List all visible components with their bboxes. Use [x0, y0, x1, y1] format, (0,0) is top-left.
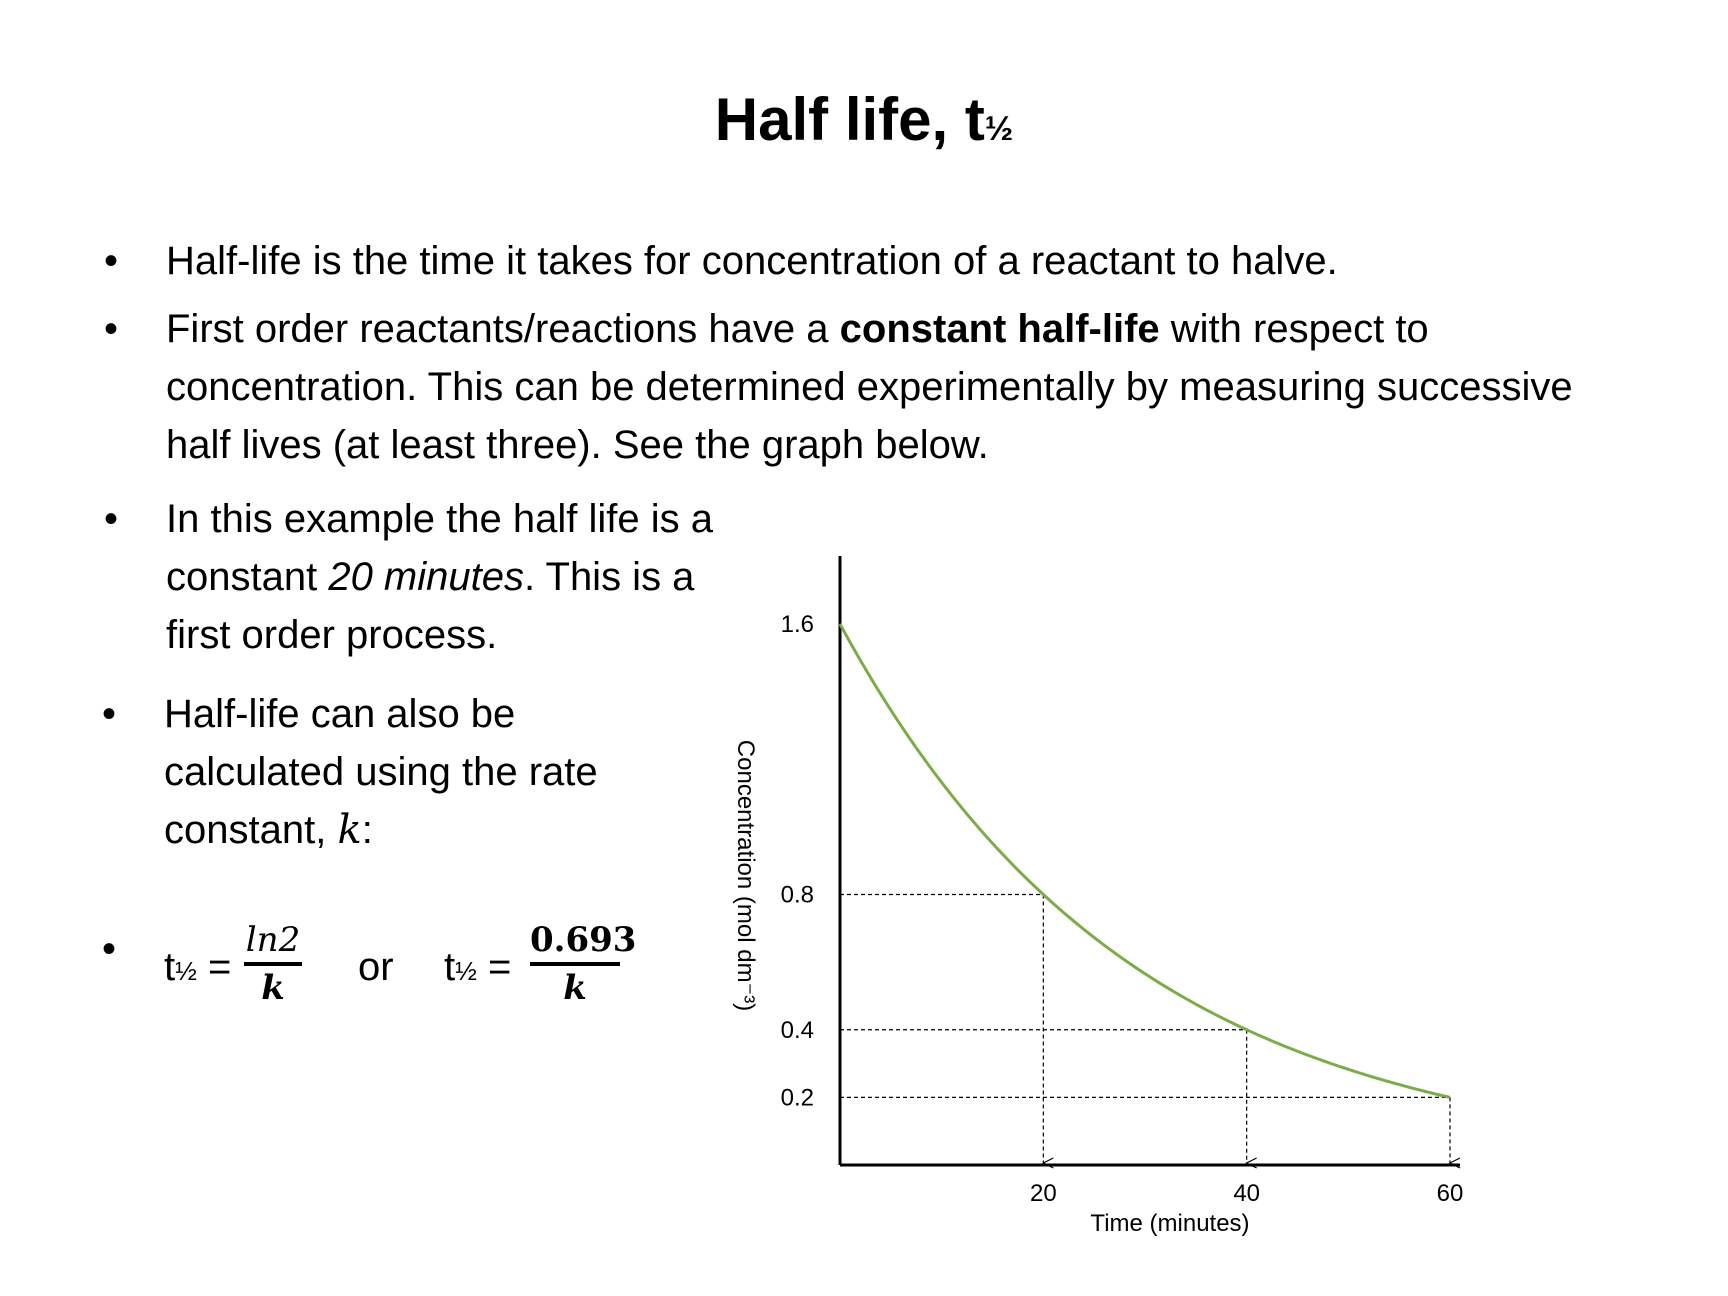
bullet-text-post: with respect to concentration. This can be determined experimentally by measuring successive half lives (at least three). See the graph below.	[166, 307, 1573, 467]
half-life-chart	[700, 540, 1600, 1240]
formula-lhs-1: t½ =	[164, 945, 232, 989]
formula-lhs-2: t½ =	[444, 945, 512, 989]
bullet-definition	[104, 232, 1666, 290]
fraction-denominator: k	[261, 968, 285, 1008]
bullet-text-pre: First order reactants/reactions have a	[166, 307, 840, 351]
reference-lines	[840, 895, 1450, 1164]
bullet-text-bold: constant half-life	[839, 307, 1160, 351]
bullet-first-order	[104, 300, 1646, 474]
bullet-dot: •	[104, 307, 119, 351]
rate-constant-symbol: k	[337, 807, 362, 853]
x-axis-label: Time (minutes)	[1090, 1210, 1250, 1237]
bullet-formula	[102, 920, 684, 1020]
bullet-text-pre: Half-life can also be calculated using the rate constant,	[164, 692, 598, 852]
x-tick-label: 60	[1436, 1180, 1464, 1207]
fraction-bar	[530, 962, 620, 966]
bullet-text: Half-life is the time it takes for concentration of a reactant to halve.	[166, 239, 1338, 283]
fraction-denominator: k	[563, 968, 587, 1008]
bullet-text-pre: In this example the half life is a constant	[166, 497, 713, 599]
bullet-text-italic: 20 minutes	[328, 555, 524, 599]
bullet-example	[104, 490, 766, 664]
x-tick-label: 20	[1029, 1180, 1057, 1207]
x-tick-label: 40	[1233, 1180, 1261, 1207]
bullet-text-post: . This is a first order process.	[166, 555, 695, 657]
bullet-dot: •	[104, 497, 119, 541]
fraction-0693-over-k	[530, 920, 637, 1008]
concentration-curve	[840, 624, 1450, 1097]
fraction-bar	[244, 962, 302, 966]
bullet-dot: •	[102, 692, 117, 736]
y-tick-label: 0.8	[780, 881, 814, 909]
fraction-numerator: ln2	[245, 920, 301, 960]
title-text: Half life, t	[714, 86, 985, 153]
bullet-text-post: :	[361, 808, 373, 852]
or-text: or	[358, 945, 394, 989]
y-tick-label: 0.2	[780, 1084, 814, 1112]
fraction-ln2-over-k	[244, 920, 302, 1008]
slide-title	[0, 80, 1728, 169]
title-subscript: ½	[984, 110, 1014, 148]
bullet-rate-constant	[102, 685, 614, 859]
y-tick-label: 1.6	[780, 611, 814, 638]
x-tick-labels	[1030, 1180, 1463, 1207]
bullet-dot: •	[104, 239, 119, 283]
y-tick-label: 0.4	[780, 1016, 814, 1044]
y-tick-labels	[781, 611, 814, 1111]
fraction-numerator: 0.693	[530, 920, 637, 960]
bullet-dot: •	[102, 927, 117, 971]
y-axis-label: Concentration (mol dm⁻³)	[732, 739, 759, 1012]
